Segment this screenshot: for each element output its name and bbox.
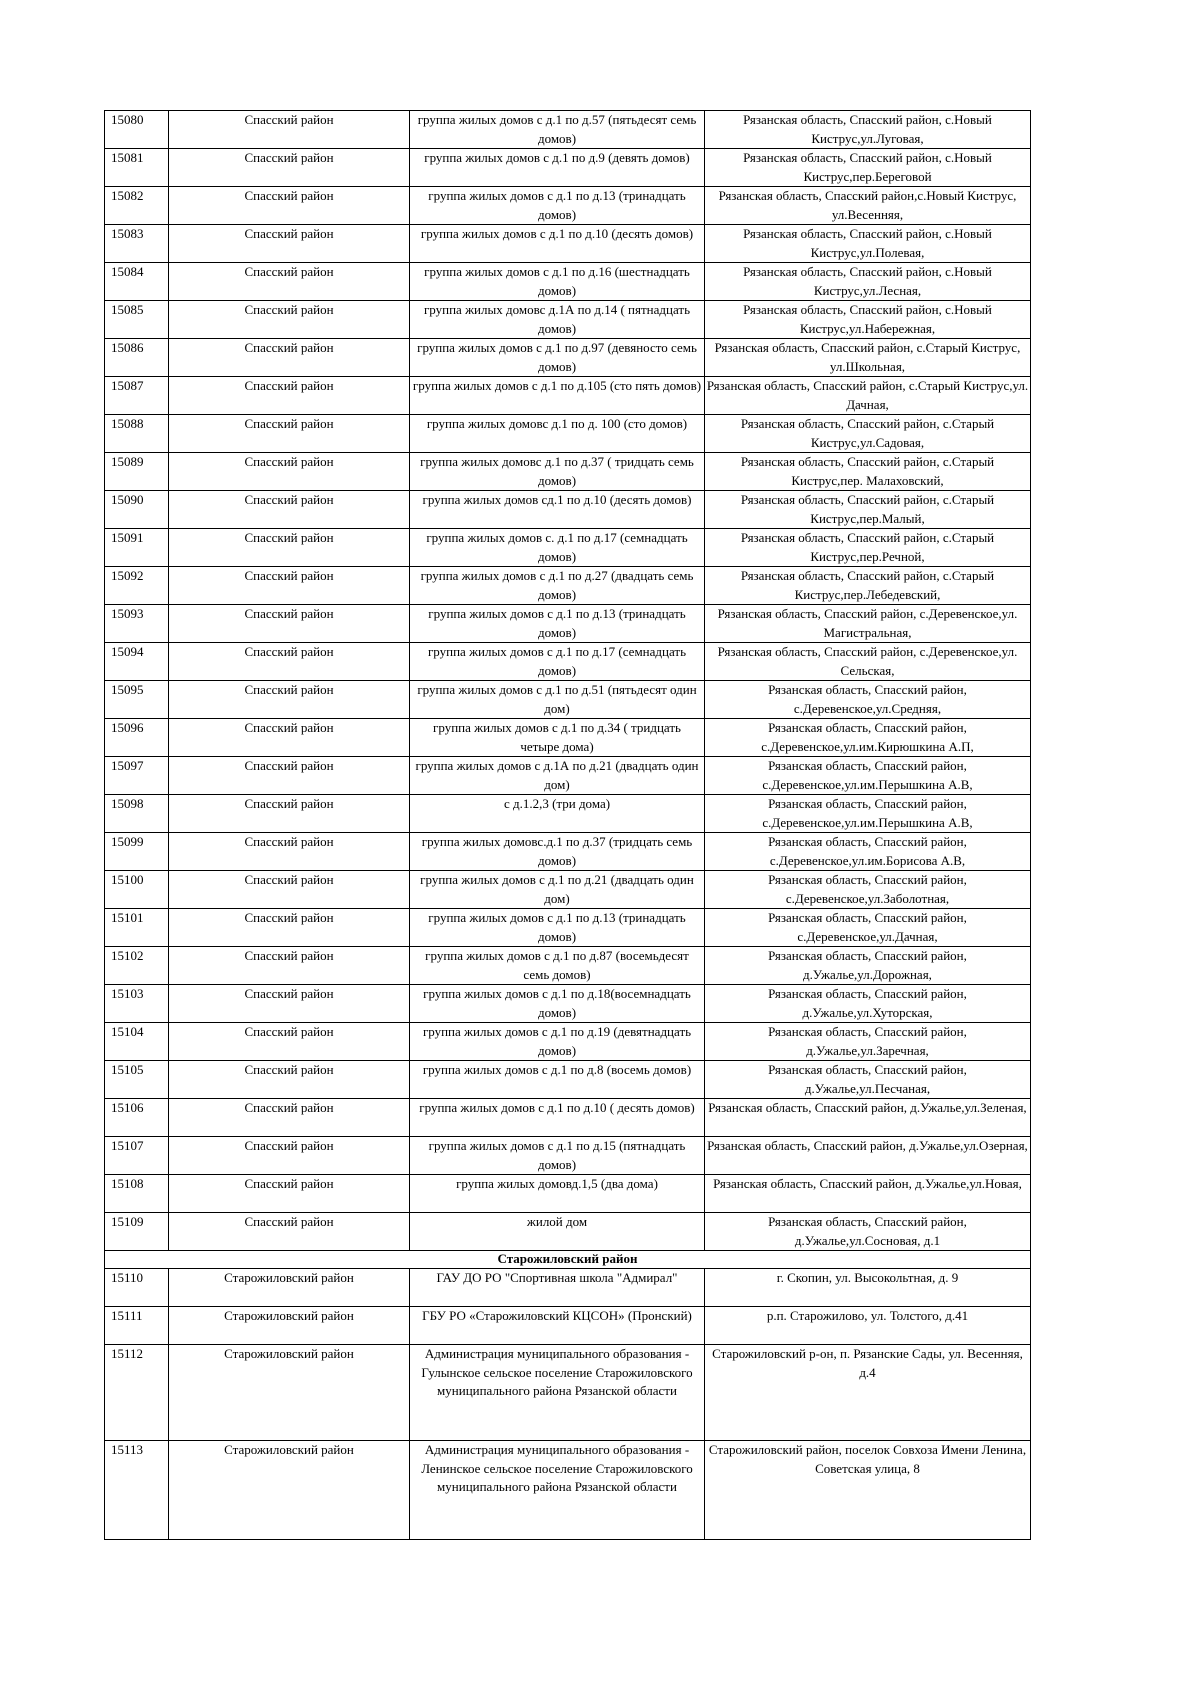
- address-cell: Рязанская область, Спасский район, с.Деревенское,ул.им.Кирюшкина А.П,: [705, 719, 1031, 757]
- table-row: [105, 1023, 1031, 1061]
- object-cell: группа жилых домов с д.1 по д.27 (двадцать семь домов): [410, 567, 705, 605]
- object-cell: группа жилых домов с д.1 по д.21 (двадцать один дом): [410, 871, 705, 909]
- object-cell: группа жилых домов с. д.1 по д.17 (семнадцать домов): [410, 529, 705, 567]
- object-cell: группа жилых домов с д.1 по д.57 (пятьдесят семь домов): [410, 111, 705, 149]
- object-cell: ГБУ РО «Старожиловский КЦСОН» (Пронский): [410, 1307, 705, 1345]
- object-cell: группа жилых домов с д.1 по д.13 (тринадцать домов): [410, 909, 705, 947]
- table-row: [105, 719, 1031, 757]
- district-cell: Спасский район: [169, 301, 410, 339]
- table-row: [105, 491, 1031, 529]
- district-cell: Спасский район: [169, 415, 410, 453]
- address-cell: Рязанская область, Спасский район, д.Ужалье,ул.Зеленая,: [705, 1099, 1031, 1137]
- row-number-cell: 15103: [105, 985, 169, 1023]
- address-cell: Рязанская область, Спасский район, с.Деревенское,ул.им.Перышкина А.В,: [705, 795, 1031, 833]
- row-number-cell: 15112: [105, 1345, 169, 1441]
- address-cell: Рязанская область, Спасский район, с.Деревенское,ул.им.Перышкина А.В,: [705, 757, 1031, 795]
- row-number-cell: 15106: [105, 1099, 169, 1137]
- row-number-cell: 15095: [105, 681, 169, 719]
- table-row: [105, 947, 1031, 985]
- row-number-cell: 15094: [105, 643, 169, 681]
- row-number-cell: 15090: [105, 491, 169, 529]
- address-cell: Рязанская область, Спасский район, с.Старый Киструс,ул.Садовая,: [705, 415, 1031, 453]
- district-cell: Спасский район: [169, 643, 410, 681]
- district-cell: Спасский район: [169, 339, 410, 377]
- table-row: [105, 301, 1031, 339]
- district-cell: Спасский район: [169, 1137, 410, 1175]
- table-row: [105, 567, 1031, 605]
- district-cell: Спасский район: [169, 871, 410, 909]
- address-cell: Рязанская область, Спасский район,с.Новый Киструс, ул.Весенняя,: [705, 187, 1031, 225]
- object-cell: ГАУ ДО РО "Спортивная школа "Адмирал": [410, 1269, 705, 1307]
- district-cell: Спасский район: [169, 491, 410, 529]
- table-row: [105, 1345, 1031, 1441]
- address-cell: Рязанская область, Спасский район, д.Ужалье,ул.Хуторская,: [705, 985, 1031, 1023]
- table-row: [105, 529, 1031, 567]
- row-number-cell: 15097: [105, 757, 169, 795]
- row-number-cell: 15082: [105, 187, 169, 225]
- district-cell: Спасский район: [169, 909, 410, 947]
- row-number-cell: 15111: [105, 1307, 169, 1345]
- table-row: [105, 795, 1031, 833]
- object-cell: группа жилых домовд.1,5 (два дома): [410, 1175, 705, 1213]
- address-cell: Рязанская область, Спасский район, с.Старый Киструс,пер.Лебедевский,: [705, 567, 1031, 605]
- object-cell: группа жилых домов с д.1 по д.18(восемнадцать домов): [410, 985, 705, 1023]
- table-row: [105, 149, 1031, 187]
- table-row: [105, 833, 1031, 871]
- table-row: [105, 187, 1031, 225]
- district-cell: Спасский район: [169, 149, 410, 187]
- district-cell: Спасский район: [169, 1023, 410, 1061]
- address-cell: Рязанская область, Спасский район, д.Ужалье,ул.Сосновая, д.1: [705, 1213, 1031, 1251]
- district-cell: Спасский район: [169, 187, 410, 225]
- row-number-cell: 15084: [105, 263, 169, 301]
- object-cell: группа жилых домов с д.1 по д.10 (десять домов): [410, 225, 705, 263]
- district-cell: Спасский район: [169, 111, 410, 149]
- object-cell: Администрация муниципального образования - Ленинское сельское поселение Старожиловского муниципального района Рязанской области: [410, 1441, 705, 1540]
- object-cell: группа жилых домов с д.1 по д.34 ( тридцать четыре дома): [410, 719, 705, 757]
- address-cell: Рязанская область, Спасский район, д.Ужалье,ул.Новая,: [705, 1175, 1031, 1213]
- address-cell: Старожиловский р-он, п. Рязанские Сады, ул. Весенняя, д.4: [705, 1345, 1031, 1441]
- address-cell: г. Скопин, ул. Высокольтная, д. 9: [705, 1269, 1031, 1307]
- table-row: [105, 111, 1031, 149]
- district-cell: Старожиловский район: [169, 1269, 410, 1307]
- object-cell: Администрация муниципального образования - Гулынское сельское поселение Старожиловского муниципального района Рязанской области: [410, 1345, 705, 1441]
- row-number-cell: 15081: [105, 149, 169, 187]
- address-cell: Рязанская область, Спасский район, с.Старый Киструс,пер.Речной,: [705, 529, 1031, 567]
- object-cell: группа жилых домовс д.1А по д.14 ( пятнадцать домов): [410, 301, 705, 339]
- row-number-cell: 15086: [105, 339, 169, 377]
- address-cell: Рязанская область, Спасский район, с.Старый Киструс,пер. Малаховский,: [705, 453, 1031, 491]
- address-cell: Рязанская область, Спасский район, д.Ужалье,ул.Озерная,: [705, 1137, 1031, 1175]
- district-cell: Спасский район: [169, 567, 410, 605]
- address-cell: Старожиловский район, поселок Совхоза Имени Ленина, Советская улица, 8: [705, 1441, 1031, 1540]
- address-cell: Рязанская область, Спасский район, с.Новый Киструс,пер.Береговой: [705, 149, 1031, 187]
- object-cell: группа жилых домовс д.1 по д. 100 (сто домов): [410, 415, 705, 453]
- object-cell: группа жилых домов с д.1 по д.10 ( десять домов): [410, 1099, 705, 1137]
- table-row: [105, 909, 1031, 947]
- table-row: [105, 415, 1031, 453]
- address-cell: Рязанская область, Спасский район, с.Деревенское,ул. Сельская,: [705, 643, 1031, 681]
- address-cell: Рязанская область, Спасский район, с.Деревенское,ул.Средняя,: [705, 681, 1031, 719]
- object-cell: группа жилых домов с д.1 по д.9 (девять домов): [410, 149, 705, 187]
- table-body-spassky: [105, 111, 1031, 1251]
- row-number-cell: 15091: [105, 529, 169, 567]
- table-row: [105, 1441, 1031, 1540]
- district-cell: Спасский район: [169, 605, 410, 643]
- object-cell: группа жилых домов с д.1 по д.87 (восемьдесят семь домов): [410, 947, 705, 985]
- object-cell: группа жилых домов с д.1 по д.15 (пятнадцать домов): [410, 1137, 705, 1175]
- district-cell: Спасский район: [169, 1175, 410, 1213]
- row-number-cell: 15089: [105, 453, 169, 491]
- address-cell: Рязанская область, Спасский район, с.Деревенское,ул. Магистральная,: [705, 605, 1031, 643]
- address-cell: Рязанская область, Спасский район, с.Новый Киструс,ул.Полевая,: [705, 225, 1031, 263]
- row-number-cell: 15088: [105, 415, 169, 453]
- address-cell: Рязанская область, Спасский район, с.Деревенское,ул.Заболотная,: [705, 871, 1031, 909]
- district-cell: Спасский район: [169, 985, 410, 1023]
- object-cell: группа жилых домов с д.1 по д.16 (шестнадцать домов): [410, 263, 705, 301]
- object-cell: группа жилых домов с д.1 по д.13 (тринадцать домов): [410, 187, 705, 225]
- address-cell: Рязанская область, Спасский район, с.Новый Киструс,ул.Луговая,: [705, 111, 1031, 149]
- district-cell: Спасский район: [169, 225, 410, 263]
- row-number-cell: 15096: [105, 719, 169, 757]
- object-cell: группа жилых домов с д.1А по д.21 (двадцать один дом): [410, 757, 705, 795]
- row-number-cell: 15110: [105, 1269, 169, 1307]
- address-cell: Рязанская область, Спасский район, с.Старый Киструс, ул.Школьная,: [705, 339, 1031, 377]
- address-cell: р.п. Старожилово, ул. Толстого, д.41: [705, 1307, 1031, 1345]
- table-row: [105, 339, 1031, 377]
- district-cell: Спасский район: [169, 757, 410, 795]
- table-row: [105, 263, 1031, 301]
- district-cell: Спасский район: [169, 947, 410, 985]
- row-number-cell: 15109: [105, 1213, 169, 1251]
- table-row: [105, 681, 1031, 719]
- row-number-cell: 15102: [105, 947, 169, 985]
- district-cell: Спасский район: [169, 833, 410, 871]
- address-cell: Рязанская область, Спасский район, с.Новый Киструс,ул.Лесная,: [705, 263, 1031, 301]
- district-cell: Спасский район: [169, 377, 410, 415]
- row-number-cell: 15083: [105, 225, 169, 263]
- row-number-cell: 15108: [105, 1175, 169, 1213]
- row-number-cell: 15093: [105, 605, 169, 643]
- address-cell: Рязанская область, Спасский район, с.Деревенское,ул.им.Борисова А.В,: [705, 833, 1031, 871]
- district-cell: Старожиловский район: [169, 1441, 410, 1540]
- object-cell: жилой дом: [410, 1213, 705, 1251]
- table-row: [105, 377, 1031, 415]
- table-row: [105, 1213, 1031, 1251]
- row-number-cell: 15098: [105, 795, 169, 833]
- object-cell: группа жилых домов с д.1 по д.51 (пятьдесят один дом): [410, 681, 705, 719]
- row-number-cell: 15087: [105, 377, 169, 415]
- address-cell: Рязанская область, Спасский район, д.Ужалье,ул.Заречная,: [705, 1023, 1031, 1061]
- row-number-cell: 15113: [105, 1441, 169, 1540]
- row-number-cell: 15085: [105, 301, 169, 339]
- object-cell: группа жилых домовс.д.1 по д.37 (тридцать семь домов): [410, 833, 705, 871]
- object-cell: группа жилых домов с д.1 по д.8 (восемь домов): [410, 1061, 705, 1099]
- row-number-cell: 15080: [105, 111, 169, 149]
- object-cell: группа жилых домов с д.1 по д.13 (тринадцать домов): [410, 605, 705, 643]
- object-cell: группа жилых домовс д.1 по д.37 ( тридцать семь домов): [410, 453, 705, 491]
- district-cell: Спасский район: [169, 1213, 410, 1251]
- table-row: [105, 1061, 1031, 1099]
- row-number-cell: 15101: [105, 909, 169, 947]
- table-row: [105, 1137, 1031, 1175]
- table-row: [105, 605, 1031, 643]
- table-row: [105, 1175, 1031, 1213]
- district-cell: Спасский район: [169, 529, 410, 567]
- district-cell: Спасский район: [169, 263, 410, 301]
- address-cell: Рязанская область, Спасский район, с.Старый Киструс,пер.Малый,: [705, 491, 1031, 529]
- row-number-cell: 15092: [105, 567, 169, 605]
- table-row: [105, 871, 1031, 909]
- district-cell: Спасский район: [169, 681, 410, 719]
- table-row: [105, 643, 1031, 681]
- table-row: [105, 453, 1031, 491]
- address-cell: Рязанская область, Спасский район, с.Старый Киструс,ул. Дачная,: [705, 377, 1031, 415]
- row-number-cell: 15107: [105, 1137, 169, 1175]
- table-row: [105, 225, 1031, 263]
- district-cell: Спасский район: [169, 453, 410, 491]
- row-number-cell: 15105: [105, 1061, 169, 1099]
- district-cell: Спасский район: [169, 1099, 410, 1137]
- object-cell: группа жилых домов сд.1 по д.10 (десять домов): [410, 491, 705, 529]
- table-row: [105, 1099, 1031, 1137]
- object-cell: группа жилых домов с д.1 по д.97 (девяносто семь домов): [410, 339, 705, 377]
- address-cell: Рязанская область, Спасский район, с.Новый Киструс,ул.Набережная,: [705, 301, 1031, 339]
- district-cell: Спасский район: [169, 719, 410, 757]
- address-cell: Рязанская область, Спасский район, д.Ужалье,ул.Песчаная,: [705, 1061, 1031, 1099]
- addresses-table: [104, 110, 1031, 1540]
- row-number-cell: 15099: [105, 833, 169, 871]
- district-cell: Спасский район: [169, 1061, 410, 1099]
- object-cell: группа жилых домов с д.1 по д.105 (сто пять домов): [410, 377, 705, 415]
- section-heading: Старожиловский район: [105, 1251, 1031, 1269]
- table-body-starozhilovsky: [105, 1269, 1031, 1540]
- address-cell: Рязанская область, Спасский район, с.Деревенское,ул.Дачная,: [705, 909, 1031, 947]
- row-number-cell: 15100: [105, 871, 169, 909]
- table-row: [105, 1269, 1031, 1307]
- district-cell: Старожиловский район: [169, 1345, 410, 1441]
- row-number-cell: 15104: [105, 1023, 169, 1061]
- district-cell: Старожиловский район: [169, 1307, 410, 1345]
- table-row: [105, 985, 1031, 1023]
- object-cell: с д.1.2,3 (три дома): [410, 795, 705, 833]
- table-row: [105, 757, 1031, 795]
- table-section: [105, 1251, 1031, 1269]
- object-cell: группа жилых домов с д.1 по д.19 (девятнадцать домов): [410, 1023, 705, 1061]
- object-cell: группа жилых домов с д.1 по д.17 (семнадцать домов): [410, 643, 705, 681]
- district-cell: Спасский район: [169, 795, 410, 833]
- address-cell: Рязанская область, Спасский район, д.Ужалье,ул.Дорожная,: [705, 947, 1031, 985]
- section-heading-row: [105, 1251, 1031, 1269]
- table-row: [105, 1307, 1031, 1345]
